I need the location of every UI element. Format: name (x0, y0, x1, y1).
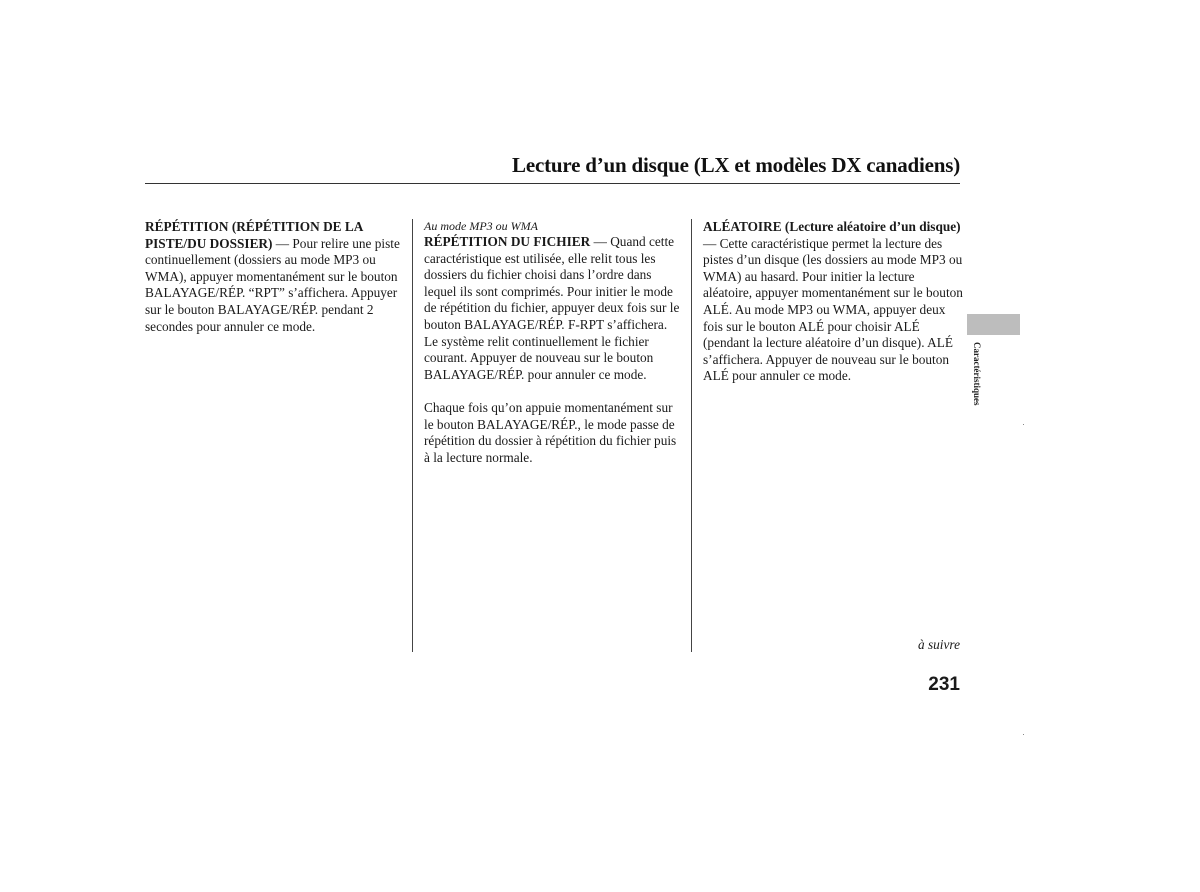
page-number: 231 (928, 674, 960, 695)
page-title: Lecture d’un disque (LX et modèles DX canadiens) (512, 153, 960, 177)
file-repeat-paragraph (424, 234, 684, 383)
repeat-heading: RÉPÉTITION (RÉPÉTITION DE LA PISTE/DU DOSSIER) (145, 219, 363, 251)
mode-note: Au mode MP3 ou WMA (424, 219, 538, 233)
title-rule (145, 183, 960, 184)
column-file-repeat (424, 219, 684, 466)
margin-dot (1023, 424, 1024, 425)
random-paragraph (703, 219, 963, 385)
section-tab (967, 314, 1020, 335)
file-repeat-heading: RÉPÉTITION DU FICHIER (424, 234, 591, 249)
file-repeat-text: — Quand cette caractéristique est utilisée, elle relit tous les dossiers du fichier choisi dans l’ordre dans lequel ils sont comprimés. Pour initier le mode de répétition du fichier, appuyer deux fois sur le bouton BALAYAGE/RÉP. F-RPT s’affichera. Le système relit continuellement le fichier courant. Appuyer de nouveau sur le bouton BALAYAGE/RÉP. pour annuler ce mode. (424, 234, 680, 382)
random-text: — Cette caractéristique permet la lecture des pistes d’un disque (les dossiers au mode MP3 ou WMA) au hasard. Pour initier la lecture aléatoire, appuyer momentanément sur le bouton ALÉ. Au mode MP3 ou WMA, appuyer deux fois sur le bouton ALÉ pour choisir ALÉ (pendant la lecture aléatoire d’un disque). ALÉ s’affichera. Appuyer de nouveau sur le bouton ALÉ pour annuler ce mode. (703, 235, 963, 384)
column-divider-1 (412, 219, 413, 652)
continued-note: à suivre (918, 637, 960, 652)
repeat-text: — Pour relire une piste continuellement (dossiers au mode MP3 ou WMA), appuyer momentanément sur le bouton BALAYAGE/RÉP. “RPT” s’affichera. Appuyer sur le bouton BALAYAGE/RÉP. pendant 2 secondes pour annuler ce mode. (145, 235, 400, 334)
margin-dot (1023, 734, 1024, 735)
section-label: Caractéristiques (972, 342, 982, 406)
column-repeat (145, 219, 400, 335)
column-random (703, 219, 963, 385)
mode-cycle-paragraph: Chaque fois qu’on appuie momentanément sur le bouton BALAYAGE/RÉP., le mode passe de répétition du dossier à répétition du fichier puis à la lecture normale. (424, 399, 677, 465)
column-divider-2 (691, 219, 692, 652)
repeat-paragraph (145, 219, 400, 335)
random-heading: ALÉATOIRE (Lecture aléatoire d’un disque) (703, 219, 961, 234)
